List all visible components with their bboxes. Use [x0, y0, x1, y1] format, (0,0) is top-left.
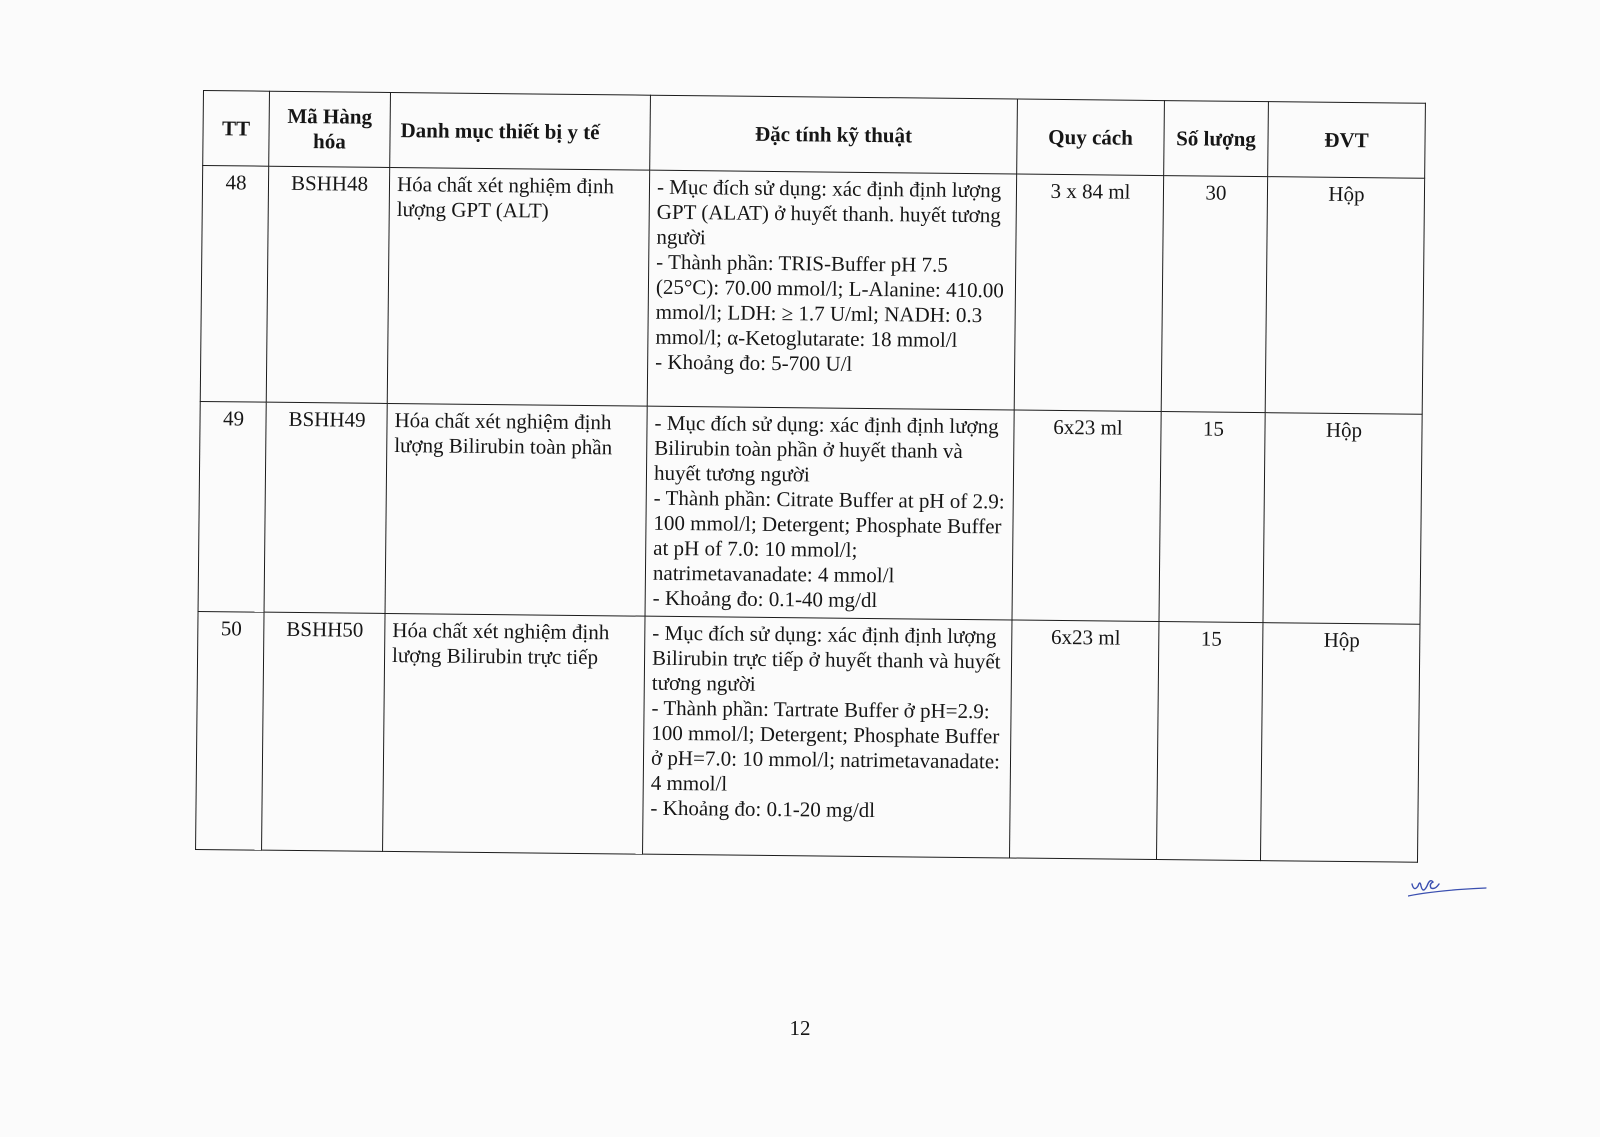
header-code: Mã Hàng hóa	[269, 91, 391, 167]
cell-unit: Hộp	[1260, 623, 1419, 863]
cell-qty: 15	[1156, 622, 1262, 861]
spec-range: - Khoảng đo: 0.1-40 mg/dl	[652, 585, 878, 613]
cell-pack: 6x23 ml	[1012, 410, 1161, 622]
cell-tt: 48	[200, 166, 268, 403]
cell-unit: Hộp	[1263, 413, 1422, 625]
spec-composition: - Thành phần: TRIS-Buffer pH 7.5 (25°C): 70.00 mmol/l; L-Alanine: 410.00 mmol/l; LDH: ≥ 1.7 U/ml; NADH: 0.3 mmol/l; α-Ketoglutarate: 18 mmol/l	[655, 249, 1004, 352]
cell-code: BSHH49	[264, 402, 387, 613]
table-row	[200, 166, 1424, 415]
equipment-table	[195, 90, 1426, 863]
table-row	[196, 611, 1420, 862]
cell-name: Hóa chất xét nghiệm định lượng GPT (ALT)	[387, 167, 649, 406]
page-number: 12	[789, 1016, 811, 1040]
header-unit: ĐVT	[1268, 102, 1426, 179]
handwritten-initials-icon	[1408, 872, 1488, 902]
header-qty: Số lượng	[1164, 101, 1269, 177]
cell-pack: 3 x 84 ml	[1014, 174, 1163, 412]
cell-tt: 50	[196, 611, 264, 850]
cell-qty: 15	[1159, 412, 1265, 623]
spec-range: - Khoảng đo: 5-700 U/l	[655, 349, 853, 376]
cell-tt: 49	[198, 401, 266, 612]
cell-name: Hóa chất xét nghiệm định lượng Bilirubin trực tiếp	[383, 613, 645, 854]
table-header-row	[203, 91, 1426, 179]
header-tt: TT	[203, 91, 270, 167]
table-row	[198, 401, 1422, 624]
cell-pack: 6x23 ml	[1010, 620, 1159, 860]
cell-code: BSHH48	[266, 166, 389, 403]
spec-composition: - Thành phần: Tartrate Buffer ở pH=2.9: 100 mmol/l; Detergent; Phosphate Buffer ở pH=7.0: 10 mmol/l; natrimetavanadate: 4 mmol/l	[650, 695, 1001, 796]
cell-spec	[643, 616, 1012, 858]
cell-spec	[645, 406, 1014, 620]
spec-composition: - Thành phần: Citrate Buffer at pH of 2.9: 100 mmol/l; Detergent; Phosphate Buffer at pH of 7.0: 10 mmol/l; natrimetavanadate: 4 mmol/l	[652, 485, 1005, 588]
cell-unit: Hộp	[1265, 177, 1424, 415]
cell-code: BSHH50	[262, 612, 385, 851]
spec-purpose: - Mục đích sử dụng: xác định định lượng GPT (ALAT) ở huyết thanh. huyết tương người	[656, 174, 1002, 250]
spec-purpose: - Mục đích sử dụng: xác định định lượng Bilirubin toàn phần ở huyết thanh và huyết tương người	[653, 410, 999, 487]
header-spec: Đặc tính kỹ thuật	[650, 95, 1018, 174]
spec-range: - Khoảng đo: 0.1-20 mg/dl	[650, 795, 876, 823]
cell-spec	[647, 170, 1016, 410]
equipment-table-wrapper	[195, 90, 1425, 863]
spec-purpose: - Mục đích sử dụng: xác định định lượng Bilirubin trực tiếp ở huyết thanh và huyết tương người	[651, 620, 1001, 696]
header-pack: Quy cách	[1017, 99, 1165, 176]
cell-qty: 30	[1161, 176, 1267, 413]
cell-name: Hóa chất xét nghiệm định lượng Bilirubin toàn phần	[385, 403, 647, 616]
header-name: Danh mục thiết bị y tế	[390, 92, 651, 170]
